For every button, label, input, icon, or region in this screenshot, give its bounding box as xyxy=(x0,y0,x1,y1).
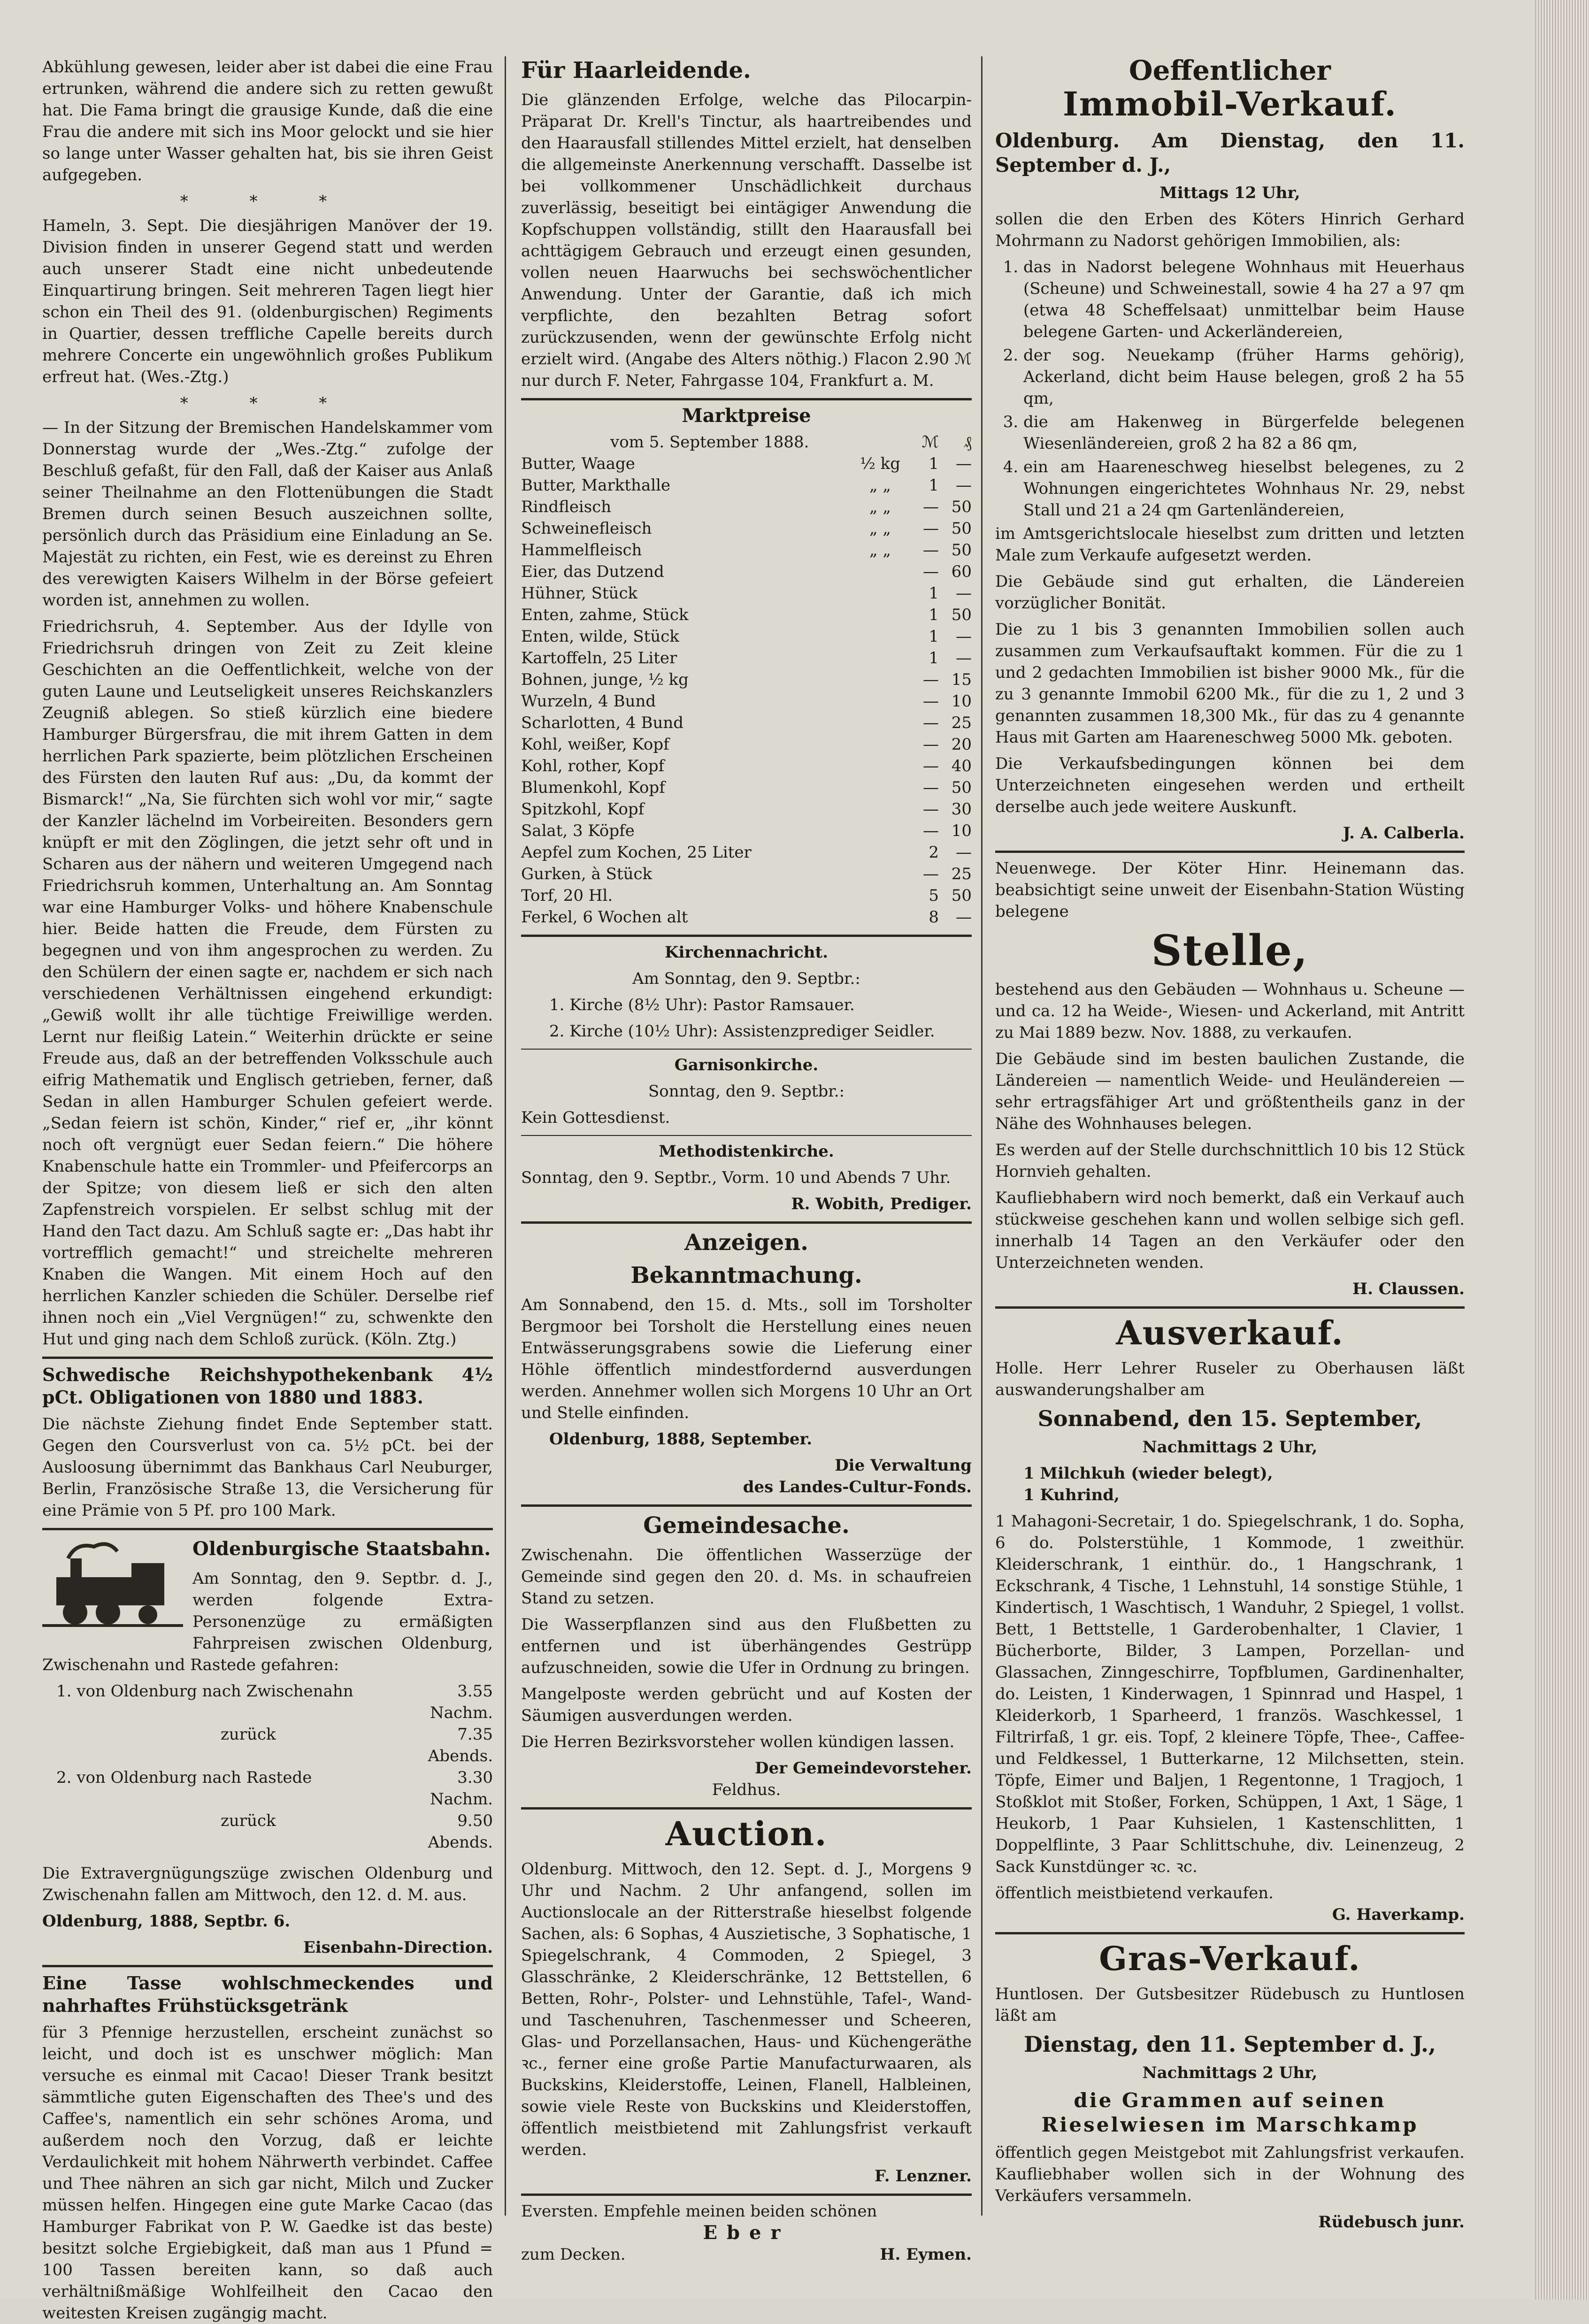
article-hameln: Hameln, 3. Sept. Die diesjährigen Manöver der 19. Division finden in unserer Gegend statt und werden auch unserer Stadt eine nicht unbedeutende Einquartirung bringen. Seit mehreren Tagen liegt hier schon ein Theil des 91. (oldenburgischen) Regiments in Quartier, dessen treffliche Capelle bereits durch mehrere Concerte ein ungewöhnlich großes Publikum erfreut hat. (Wes.-Ztg.) xyxy=(42,216,493,386)
grass-sale-signature: Rüdebusch junr. xyxy=(1318,2213,1465,2232)
timetable-row: 1. von Oldenburg nach Zwischenahn 3.55 Nachm. xyxy=(56,1682,493,1722)
church-heading: Kirchennachricht. xyxy=(664,943,829,962)
methodist-text: Sonntag, den 9. Septbr., Vorm. 10 und Abends 7 Uhr. xyxy=(521,1168,951,1187)
market-row: Kohl, rother, Kopf — 40 xyxy=(521,757,972,775)
boar-ad-text: Eversten. Empfehle meinen beiden schönen xyxy=(521,2202,877,2221)
grass-sale-text: öffentlich gegen Meistgebot mit Zahlungsfrist verkaufen. Kaufliebhaber wollen sich in der Wohnung des Verkäufers versammeln. xyxy=(995,2143,1465,2205)
grass-sale-heading: Gras-Verkauf. xyxy=(1099,1939,1361,1978)
clearance-sale-time: Nachmittags 2 Uhr, xyxy=(1142,1438,1318,1457)
clearance-sale-item: 1 Kuhrind, xyxy=(1023,1486,1120,1504)
community-text: Die Herren Bezirksvorsteher wollen kündigen lassen. xyxy=(521,1733,955,1751)
garrison-date: Sonntag, den 9. Septbr.: xyxy=(648,1082,845,1101)
community-signature: Feldhus. xyxy=(712,1780,781,1799)
hair-ad-heading: Für Haarleidende. xyxy=(521,57,751,84)
farm-sale-text: Die Gebäude sind im besten baulichen Zustande, die Ländereien — namentlich Weide- und Heuländereien — sehr ertragsfähiger Art und größtentheils ganz in der Nähe des Wohnhauses belegen. xyxy=(995,1050,1465,1133)
divider xyxy=(521,398,972,400)
auction-text: Oldenburg. Mittwoch, den 12. Sept. d. J., Morgens 9 Uhr und Nachm. 2 Uhr anfangend, sollen im Auctionslocale an der Ritterstraße hieselbst folgende Sachen, als: 6 Sophas, 4 Auszietische, 3 Sophatische, 1 Spiegelschrank, 4 Commoden, 2 Spiegel, 3 Glasschränke, 2 Kleiderschränke, 12 Bettstellen, 6 Betten, Rohr-, Polster- und Lehnstühle, Tafel-, Wand- und Taschenuhren, Taschenmesser und Scheeren, Glas- und Porzellansachen, Haus- und Küchengeräthe ꝛc., ferner eine große Partie Manufacturwaaren, als Buckskins, Kleiderstoffe, Leinen, Flanell, Halbleinen, sowie viele Reste von Buckskins und Kleiderstoffen, öffentlich meistbietend mit Zahlungsfrist verkauft werden. xyxy=(521,1860,972,2159)
market-row: Spitzkohl, Kopf — 30 xyxy=(521,800,972,819)
divider xyxy=(995,1932,1465,1934)
market-heading: Marktpreise xyxy=(682,405,811,427)
divider xyxy=(521,2194,972,2196)
column-middle xyxy=(521,56,972,2272)
clearance-sale-intro: Holle. Herr Lehrer Ruseler zu Oberhausen läßt auswanderungshalber am xyxy=(995,1359,1465,1399)
market-row: Wurzeln, 4 Bund — 10 xyxy=(521,692,972,711)
boar-ad-footer: zum Decken. H. Eymen. xyxy=(521,2245,972,2264)
market-row: Schweinefleisch „ „ — 50 xyxy=(521,519,972,538)
separator-stars: * * * xyxy=(180,192,355,211)
community-text: Zwischenahn. Die öffentlichen Wasserzüge der Gemeinde sind gegen den 20. d. Ms. in schaufreien Stand zu setzen. xyxy=(521,1546,972,1608)
article-bremen: — In der Sitzung der Bremischen Handelskammer vom Donnerstag wurde der „Wes.-Ztg.“ zufolge der Beschluß gefaßt, für den Fall, daß der Kaiser aus Anlaß seiner Theilnahme an den Flottenübungen die Stadt Bremen durch seinen Besuch auszeichnen sollte, persönlich durch das Präsidium eine Einladung an Se. Majestät zu richten, ein Fest, wie es dereinst zu Ehren des verewigten Kaisers Wilhelm in der Börse gefeiert worden ist, annehmen zu wollen. xyxy=(42,418,493,610)
market-row: Butter, Markthalle „ „ 1 — xyxy=(521,476,972,495)
cacao-text: für 3 Pfennige herzustellen, erscheint zunächst so leicht, und doch ist es unschwer möglich: Man versuche es einmal mit Cacao! Dieser Trank besitzt sämmtliche guten Eigenschaften des Thee's und des Caffee's, namentlich ein sehr schönes Aroma, und außerdem noch den Vorzug, daß er leichte Verdaulichkeit mit hohem Nährwerth verbindet. Caffee und Thee nähren an sich gar nicht, Milch und Zucker müssen helfen. Hingegen eine gute Marke Cacao (das Hamburger Fabrikat von P. W. Gaedke ist das beste) besitzt solche Ergiebigkeit, daß man aus 1 Pfund = 100 Tassen bereiten kann, so daß auch verhältnißmäßige Wohlfeilheit den Cacao den weitesten Kreisen zugängig macht. xyxy=(42,2023,493,2323)
grass-sale-time: Nachmittags 2 Uhr, xyxy=(1142,2063,1318,2082)
timetable-row: zurück 7.35 Abends. xyxy=(221,1725,493,1765)
market-row: Salat, 3 Köpfe — 10 xyxy=(521,821,972,840)
methodist-signature: R. Wobith, Prediger. xyxy=(791,1195,972,1213)
notice-signature: des Landes-Cultur-Fonds. xyxy=(743,1478,972,1496)
estate-sale-time: Mittags 12 Uhr, xyxy=(1159,184,1300,202)
column-right xyxy=(995,56,1465,2272)
list-item: 1. das in Nadorst belegene Wohnhaus mit Heuerhaus (Scheune) und Schweinestall, sowie 4 ha 27 a 97 qm (etwa 48 Scheffelsaat) unmittelbar beim Hause belegene Garten- und Ackerländereien, xyxy=(1023,256,1465,343)
divider xyxy=(521,1504,972,1507)
estate-sale-text: im Amtsgerichtslocale hieselbst zum dritten und letzten Male zum Verkaufe aufgesetzt werden. xyxy=(995,524,1465,565)
railway-signature: Eisenbahn-Direction. xyxy=(303,1938,493,1957)
market-header-row: vom 5. September 1888. ℳ ₰ xyxy=(610,433,972,452)
locomotive-icon xyxy=(42,1540,183,1629)
farm-sale-text: bestehend aus den Gebäuden — Wohnhaus u. Scheune — und ca. 12 ha Weide-, Wiesen- und Ackerland, mit Antritt zu Mai 1889 bezw. Nov. 1888, zu verkaufen. xyxy=(995,980,1465,1042)
divider xyxy=(42,1965,493,1967)
garrison-heading: Garnisonkirche. xyxy=(674,1056,819,1074)
market-row: Scharlotten, 4 Bund — 25 xyxy=(521,713,972,732)
divider xyxy=(521,1049,972,1050)
market-row: Hammelfleisch „ „ — 50 xyxy=(521,541,972,560)
page-edge xyxy=(1535,0,1589,2300)
estate-sale-items xyxy=(995,256,1465,521)
community-text: Mangelposte werden gebrücht und auf Kosten der Säumigen ausverdungen werden. xyxy=(521,1685,972,1725)
railway-timetable xyxy=(42,1680,493,1853)
market-row: Torf, 20 Hl. 5 50 xyxy=(521,886,972,905)
community-heading: Gemeindesache. xyxy=(643,1512,850,1539)
clearance-sale-date: Sonnabend, den 15. September, xyxy=(1037,1406,1422,1431)
farm-sale-text: Kaufliebhabern wird noch bemerkt, daß ein Verkauf auch stückweise geschehen kann und wollen selbige sich gefl. innerhalb 14 Tagen an den Verkäufer oder den Unterzeichneten wenden. xyxy=(995,1189,1465,1272)
estate-sale-heading: Immobil-Verkauf. xyxy=(1063,84,1397,123)
clearance-sale-end: öffentlich meistbietend verkaufen. xyxy=(995,1884,1274,1902)
community-text: Die Wasserpflanzen sind aus den Flußbetten zu entfernen und ist überhängendes Gestrüpp aufzuschneiden, sowie die Ufer in Ordnung zu bringen. xyxy=(521,1615,972,1677)
divider xyxy=(42,1357,493,1359)
divider xyxy=(521,935,972,937)
estate-sale-text: Die Gebäude sind gut erhalten, die Ländereien vorzüglicher Bonität. xyxy=(995,572,1465,613)
market-row: Eier, das Dutzend — 60 xyxy=(521,562,972,581)
auction-signature: F. Lenzner. xyxy=(875,2167,972,2186)
methodist-heading: Methodistenkirche. xyxy=(659,1142,834,1161)
column-rule xyxy=(505,56,506,2216)
market-row: Hühner, Stück 1 — xyxy=(521,584,972,603)
cacao-heading: Eine Tasse wohlschmeckendes und nahrhaftes Frühstücksgetränk xyxy=(42,1972,493,2016)
boar-ad-name: Eber xyxy=(703,2222,790,2244)
market-row: Kohl, weißer, Kopf — 20 xyxy=(521,735,972,754)
ads-heading: Anzeigen. xyxy=(684,1229,808,1256)
market-row: Enten, zahme, Stück 1 50 xyxy=(521,606,972,624)
grass-sale-date: Dienstag, den 11. September d. J., xyxy=(1023,2032,1436,2057)
notice-place: Oldenburg, 1888, September. xyxy=(549,1430,813,1449)
list-item: 2. der sog. Neuekamp (früher Harms gehörig), Ackerland, dicht beim Hause belegen, groß 2 ha 55 qm, xyxy=(1023,345,1465,409)
market-row: Blumenkohl, Kopf — 50 xyxy=(521,778,972,797)
farm-sale-text: Es werden auf der Stelle durchschnittlich 10 bis 12 Stück Hornvieh gehalten. xyxy=(995,1141,1465,1181)
list-item: 3. die am Hakenweg in Bürgerfelde belegenen Wiesenländereien, groß 2 ha 82 a 86 qm, xyxy=(1023,411,1465,454)
hair-ad-text: Die glänzenden Erfolge, welche das Pilocarpin-Präparat Dr. Krell's Tinctur, als haartreibendes und den Haarausfall stillendes Mittel erzielt, hat denselben die allgemeinste Anerkennung verschafft. Dasselbe ist bei vollkommener Unschädlichkeit durchaus zuverlässig, beseitigt bei eintägiger Anwendung die Kopfschuppen vollständig, stillt den Haarausfall bei achttägigem Gebrauch und erzeugt einen gesunden, vollen neuen Haarwuchs bei sechswöchentlicher Anwendung. Unter der Garantie, daß ich mich verpflichte, den bezahlten Betrag sofort zurückzusenden, wenn der gewünschte Erfolg nicht erzielt wird. (Angabe des Alters nöthig.) Flacon 2.90 ℳ nur durch F. Neter, Fahrgasse 104, Frankfurt a. M. xyxy=(521,91,972,390)
clearance-sale-signature: G. Haverkamp. xyxy=(1332,1905,1465,1924)
divider xyxy=(521,1135,972,1136)
market-row: Gurken, à Stück — 25 xyxy=(521,865,972,883)
church-line: 2. Kirche (10½ Uhr): Assistenzprediger Seidler. xyxy=(549,1022,935,1041)
divider xyxy=(521,1807,972,1810)
church-date: Am Sonntag, den 9. Septbr.: xyxy=(632,969,860,988)
bank-heading: Schwedische Reichshypothekenbank 4½ pCt. Obligationen von 1880 und 1883. xyxy=(42,1364,493,1408)
railway-text: Am Sonntag, den 9. Septbr. d. J., werden folgende Extra-Personenzüge zu ermäßigten Fahrpreisen zwischen Oldenburg, Zwischenahn und Rastede gefahren: xyxy=(42,1569,493,1674)
estate-sale-signature: J. A. Calberla. xyxy=(1343,824,1465,843)
clearance-sale-text: 1 Mahagoni-Secretair, 1 do. Spiegelschrank, 1 do. Sopha, 6 do. Polsterstühle, 1 Kommode, 1 zweithür. Kleiderschrank, 1 einthür. do., 1 Hangschrank, 1 Eckschrank, 4 Tische, 1 Lehnstuhl, 14 sonstige Stühle, 1 Kindertisch, 1 Waschtisch, 1 Wanduhr, 2 Spiegel, 1 vollst. Bett, 1 Bettstelle, 1 Garderobenhalter, 1 Clavier, 1 Bücherborte, Bilder, 3 Lampen, Porzellan- und Glassachen, Zinngeschirre, Topfblumen, Gardinenhalter, do. Leisten, 1 Kinderwagen, 1 Spinnrad und Haspel, 1 Kleiderkorb, 1 Sparheerd, 1 französ. Waschkessel, 1 Filtrirfaß, 1 gr. eis. Topf, 2 kleinere Töpfe, Thee-, Caffee- und Feldkessel, 1 Butterkarne, 12 Milchsetten, stein. Töpfe, Eimer und Baljen, 1 Regentonne, 1 Tragjoch, 1 Stoßklot mit Stoßer, Forken, Schüppen, 1 Axt, 1 Säge, 1 Heukorb, 1 Paar Kuhsielen, 1 Kastenschlitten, 1 Doppelflinte, 3 Paar Schlittschuhe, div. Leinenzeug, 2 Sack Kunstdünger ꝛc. ꝛc. xyxy=(995,1512,1465,1876)
market-row: Kartoffeln, 25 Liter 1 — xyxy=(521,649,972,667)
divider xyxy=(42,1528,493,1530)
divider xyxy=(995,851,1465,853)
market-row: Bohnen, junge, ½ kg — 15 xyxy=(521,670,972,689)
market-row: Aepfel zum Kochen, 25 Liter 2 — xyxy=(521,843,972,862)
auction-heading: Auction. xyxy=(665,1814,828,1853)
bank-text: Die nächste Ziehung findet Ende September statt. Gegen den Coursverlust von ca. 5½ pCt. bei der Ausloosung übernimmt das Bankhaus Carl Neuburger, Berlin, Französische Straße 13, die Versicherung für eine Prämie von 5 Pf. pro 100 Mark. xyxy=(42,1415,493,1520)
market-price-table xyxy=(521,453,972,928)
column-left xyxy=(42,56,493,2323)
article-friedrichsruh: Friedrichsruh, 4. September. Aus der Idylle von Friedrichsruh dringen von Zeit zu Zeit kleine Geschichten an die Oeffentlichkeit, welche von der guten Laune und Leutseligkeit unseres Reichskanzlers Zeugniß ablegen. So stieß kürzlich eine biedere Hamburger Bürgersfrau, die mit ihrem Gatten in dem herrlichen Park spazierte, beim plötzlichen Erscheinen des Fürsten den lauten Ruf aus: „Du, da kommt der Bismarck!“ „Na, Sie fürchten sich wohl vor mir,“ sagte der Kanzler lächelnd im Vorbeireiten. Besonders gern knüpft er mit den Zöglingen, die jetzt sehr oft und in Scharen aus der nähern und weiteren Umgegend nach Friedrichsruh kommen, Unterhaltung an. Am Sonntag war eine Hamburger Volks- und höhere Knabenschule hier. Beide hatten die Freude, dem Fürsten zu begegnen und von ihm angesprochen zu werden. Zu den Schülern der einen sagte er, nachdem er sich nach verschiedenen Verhältnissen eingehend erkundigt: „Gewiß wollt ihr alle tüchtige Freiwillige werden. Lernt nur fleißig Latein.“ Weiterhin drückte er seine Freude aus, daß an der betreffenden Volksschule auch eifrig Mathematik und Englisch getrieben, ferner, daß Sedan in allen Hamburger Schulen gefeiert werde. „Sedan feiern ist schön, Kinder,“ rief er, „ihr könnt noch oft vergnügt euer Sedan feiern.“ Die höhere Knabenschule hatte ein Trommler- und Pfeifercorps an der Spitze; von diesem ließ er sich den alten Zapfenstreich vorspielen. Er selbst schlug mit der Hand den Tact dazu. Am Schluß sagte er: „Das habt ihr vortrefflich gemacht!“ und streichelte mehreren Knaben die Wangen. Mit einem Hoch auf den herrlichen Kanzler schieden die Schüler. Derselbe rief ihnen noch ein „Viel Vergnügen!“ zu, schwenkte den Hut und ging nach dem Schloß zurück. (Köln. Ztg.) xyxy=(42,617,493,1349)
community-signature: Der Gemeindevorsteher. xyxy=(755,1759,972,1778)
market-row: Ferkel, 6 Wochen alt 8 — xyxy=(521,908,972,927)
timetable-row: 2. von Oldenburg nach Rastede 3.30 Nachm. xyxy=(56,1768,493,1809)
church-line: 1. Kirche (8½ Uhr): Pastor Ramsauer. xyxy=(549,996,855,1014)
notice-signature: Die Verwaltung xyxy=(835,1456,972,1475)
clearance-sale-heading: Ausverkauf. xyxy=(1116,1313,1344,1352)
garrison-text: Kein Gottesdienst. xyxy=(521,1108,670,1127)
timetable-row: zurück 9.50 Abends. xyxy=(221,1811,493,1852)
market-row: Enten, wilde, Stück 1 — xyxy=(521,627,972,646)
notice-text: Am Sonnabend, den 15. d. Mts., soll im Torsholter Bergmoor bei Torsholt die Herstellung eines neuen Entwässerungsgrabens sowie die Lieferung einer Höhle öffentlich mindestfordernd ausverdungen werden. Annehmer wollen sich Morgens 10 Uhr an Ort und Stelle einfinden. xyxy=(521,1296,972,1422)
estate-sale-heading: Oeffentlicher xyxy=(1129,54,1331,86)
railway-heading: Oldenburgische Staatsbahn. xyxy=(192,1538,491,1560)
estate-sale-text: Die zu 1 bis 3 genannten Immobilien sollen auch zusammen zum Verkaufsauftakt kommen. Für die zu 1 und 2 gedachten Immobilien ist bisher 9000 Mk., für die zu 3 genannte Immobil 6200 Mk., für die zu 1, 2 und 3 genannten zusammen 18,300 Mk., für das zu 4 genannte Haus mit Garten am Haareneschweg 5000 Mk. geboten. xyxy=(995,620,1465,747)
market-row: Butter, Waage ½ kg 1 — xyxy=(521,454,972,473)
grass-sale-intro: Huntlosen. Der Gutsbesitzer Rüdebusch zu Huntlosen läßt am xyxy=(995,1985,1465,2025)
farm-sale-heading: Stelle, xyxy=(1151,926,1309,975)
clearance-sale-item: 1 Milchkuh (wieder belegt), xyxy=(1023,1464,1273,1483)
grass-sale-object: die Grammen auf seinen Rieselwiesen im Marschkamp xyxy=(1041,2089,1419,2136)
divider xyxy=(995,1306,1465,1309)
estate-sale-intro: sollen die den Erben des Köters Hinrich Gerhard Mohrmann zu Nadorst gehörigen Immobilien, als: xyxy=(995,210,1465,250)
farm-sale-intro: Neuenwege. Der Köter Hinr. Heinemann das. beabsichtigt seine unweit der Eisenbahn-Station Wüsting belegene xyxy=(995,859,1465,921)
separator-stars: * * * xyxy=(180,394,355,413)
railway-place: Oldenburg, 1888, Septbr. 6. xyxy=(42,1912,291,1931)
column-rule xyxy=(981,56,983,2216)
estate-sale-text: Die Verkaufsbedingungen können bei dem Unterzeichneten eingesehen werden und ertheilt derselbe auch jede weitere Auskunft. xyxy=(995,754,1465,816)
divider xyxy=(521,1221,972,1224)
railway-note: Die Extravergnügungszüge zwischen Oldenburg und Zwischenahn fallen am Mittwoch, den 12. d. M. aus. xyxy=(42,1864,493,1904)
list-item: 4. ein am Haareneschweg hieselbst belegenes, zu 2 Wohnungen eingerichtetes Wohnhaus Nr. 29, nebst Stall und 21 a 24 qm Gartenländereien, xyxy=(1023,456,1465,521)
market-row: Rindfleisch „ „ — 50 xyxy=(521,498,972,516)
notice-heading: Bekanntmachung. xyxy=(630,1262,862,1289)
estate-sale-date: Oldenburg. Am Dienstag, den 11. September d. J., xyxy=(995,129,1465,176)
farm-sale-signature: H. Claussen. xyxy=(1352,1280,1465,1298)
article-text: Abkühlung gewesen, leider aber ist dabei die eine Frau ertrunken, während die andere sich zu retten gewußt hat. Die Fama bringt die grausige Kunde, daß die eine Frau die andere mit sich ins Moor gelockt und sie hier so lange unter Wasser gehalten hat, bis sie ihren Geist aufgegeben. xyxy=(42,58,493,184)
